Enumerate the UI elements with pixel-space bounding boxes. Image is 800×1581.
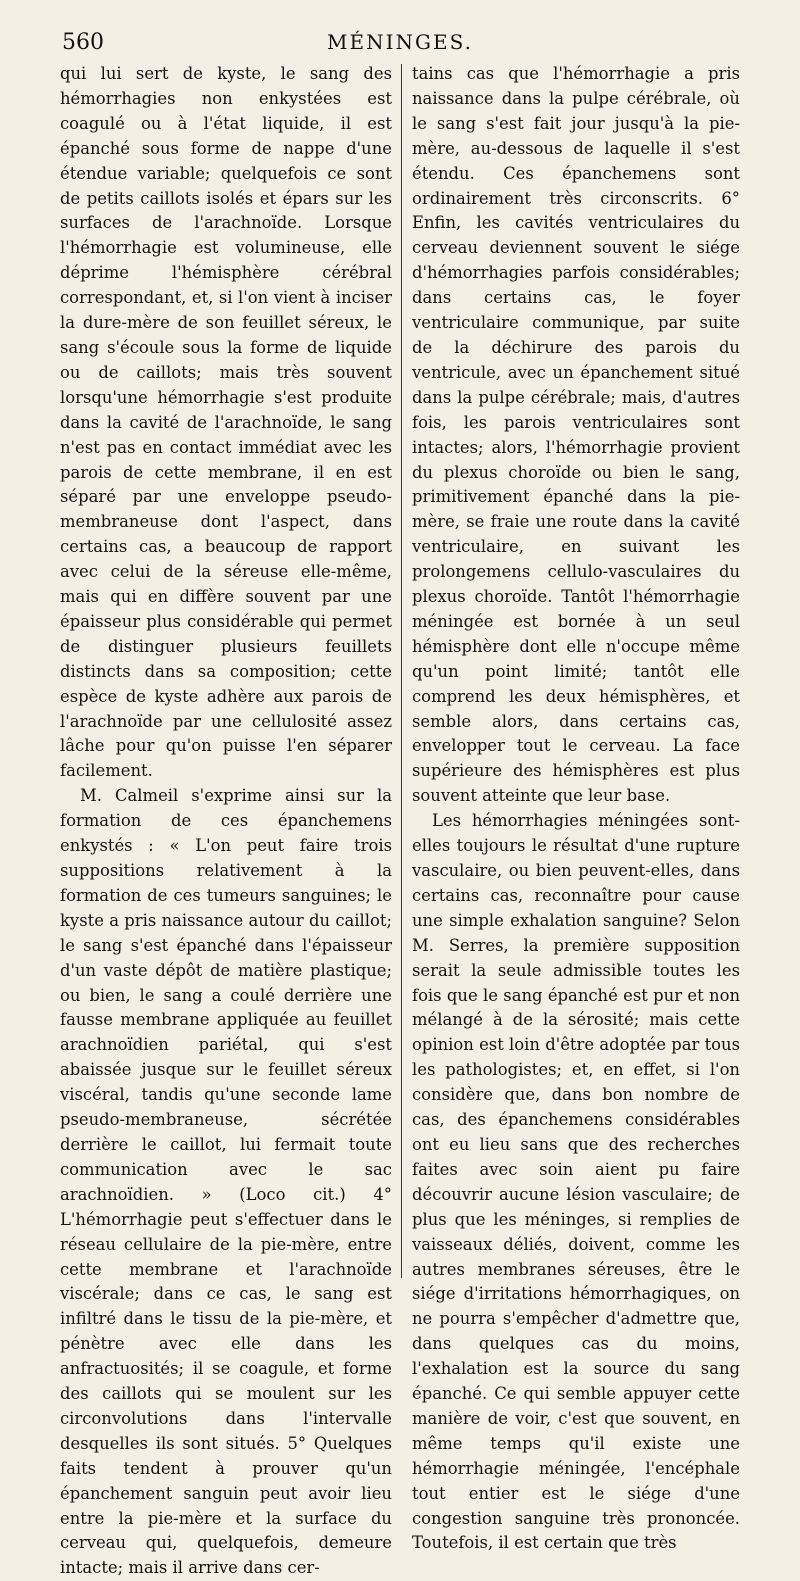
- right-paragraph-1: tains cas que l'hémorrhagie a pris naissance dans la pulpe cérébrale, où le sang s'est fait jour jusqu'à la pie-mère, au-dessous de laquelle il s'est étendu. Ces épanchemens sont ordinairement très circonscrits. 6° Enfin, les cavités ventriculaires du cerveau deviennent souvent le siége d'hémorrhagies parfois considérables; dans certains cas, le foyer ventriculaire communique, par suite de la déchirure des parois du ventricule, avec un épanchement situé dans la pulpe cérébrale; mais, d'autres fois, les parois ventriculaires sont intactes; alors, l'hémorrhagie provient du plexus choroïde ou bien le sang, primitivement épanché dans la pie-mère, se fraie une route dans la cavité ventriculaire, en suivant les prolongemens cellulo-vasculaires du plexus choroïde. Tantôt l'hémorrhagie méningée est bornée à un seul hémisphère dont elle n'occupe même qu'un point limité; tantôt elle comprend les deux hémisphères, et semble alors, dans certains cas, envelopper tout le cerveau. La face supérieure des hémisphères est plus souvent atteinte que leur base.: [412, 64, 740, 806]
- running-title: MÉNINGES.: [327, 30, 473, 54]
- left-paragraph-2: M. Calmeil s'exprime ainsi sur la formation de ces épanchemens enkystés : « L'on peut faire trois suppositions relativement à la formation de ces tumeurs sanguines; le kyste a pris naissance autour du caillot; le sang s'est épanché dans l'épaisseur d'un vaste dépôt de matière plastique; ou bien, le sang a coulé derrière une fausse membrane appliquée au feuillet arachnoïdien pariétal, qui s'est abaissée jusque sur le feuillet séreux viscéral, tandis qu'une seconde lame pseudo-membraneuse, sécrétée derrière le caillot, lui fermait toute communication avec le sac arachnoïdien. » (Loco cit.) 4° L'hémorrhagie peut s'effectuer dans le réseau cellulaire de la pie-mère, entre cette membrane et l'arachnoïde viscérale; dans ce cas, le sang est infiltré dans le tissu de la pie-mère, et pénètre avec elle dans les anfractuosités; il se coagule, et forme des caillots qui se moulent sur les circonvolutions dans l'intervalle desquelles ils sont situés. 5° Quelques faits tendent à prouver qu'un épanchement sanguin peut avoir lieu entre la pie-mère et la surface du cerveau qui, quelquefois, demeure intacte; mais il arrive dans cer-: [60, 786, 392, 1578]
- column-divider: [401, 64, 402, 1278]
- left-paragraph-1: qui lui sert de kyste, le sang des hémorrhagies non enkystées est coagulé ou à l'état liquide, il est épanché sous forme de nappe d'une étendue variable; quelquefois ce sont de petits caillots isolés et épars sur les surfaces de l'arachnoïde. Lorsque l'hémorrhagie est volumineuse, elle déprime l'hémisphère cérébral correspondant, et, si l'on vient à inciser la dure-mère de son feuillet séreux, le sang s'écoule sous la forme de liquide ou de caillots; mais très souvent lorsqu'une hémorrhagie s'est produite dans la cavité de l'arachnoïde, le sang n'est pas en contact immédiat avec les parois de cette membrane, il en est séparé par une enveloppe pseudo-membraneuse dont l'aspect, dans certains cas, a beaucoup de rapport avec celui de la séreuse elle-même, mais qui en diffère souvent par une épaisseur plus considérable qui permet de distinguer plusieurs feuillets distincts dans sa composition; cette espèce de kyste adhère aux parois de l'arachnoïde par une cellulosité assez lâche pour qu'on puisse l'en séparer facilement.: [60, 64, 392, 781]
- left-column: [60, 62, 392, 1578]
- right-paragraph-2: Les hémorrhagies méningées sont-elles toujours le résultat d'une rupture vasculaire, ou bien peuvent-elles, dans certains cas, reconnaître pour cause une simple exhalation sanguine? Selon M. Serres, la première supposition serait la seule admissible toutes les fois que le sang épanché est pur et non mélangé à de la sérosité; mais cette opinion est loin d'être adoptée par tous les pathologistes; et, en effet, si l'on considère que, dans bon nombre de cas, des épanchemens considérables ont eu lieu sans que des recherches faites avec soin aient pu faire découvrir aucune lésion vasculaire; de plus que les méninges, si remplies de vaisseaux déliés, doivent, comme les autres membranes séreuses, être le siége d'irritations hémorrhagiques, on ne pourra s'empêcher d'admettre que, dans quelques cas du moins, l'exhalation est la source du sang épanché. Ce qui semble appuyer cette manière de voir, c'est que souvent, en même temps qu'il existe une hémorrhagie méningée, l'encéphale tout entier est le siége d'une congestion sanguine très prononcée. Toutefois, il est certain que très: [412, 811, 740, 1553]
- page-number: 560: [62, 30, 104, 55]
- right-column: [412, 62, 740, 1553]
- page-header: [0, 30, 800, 60]
